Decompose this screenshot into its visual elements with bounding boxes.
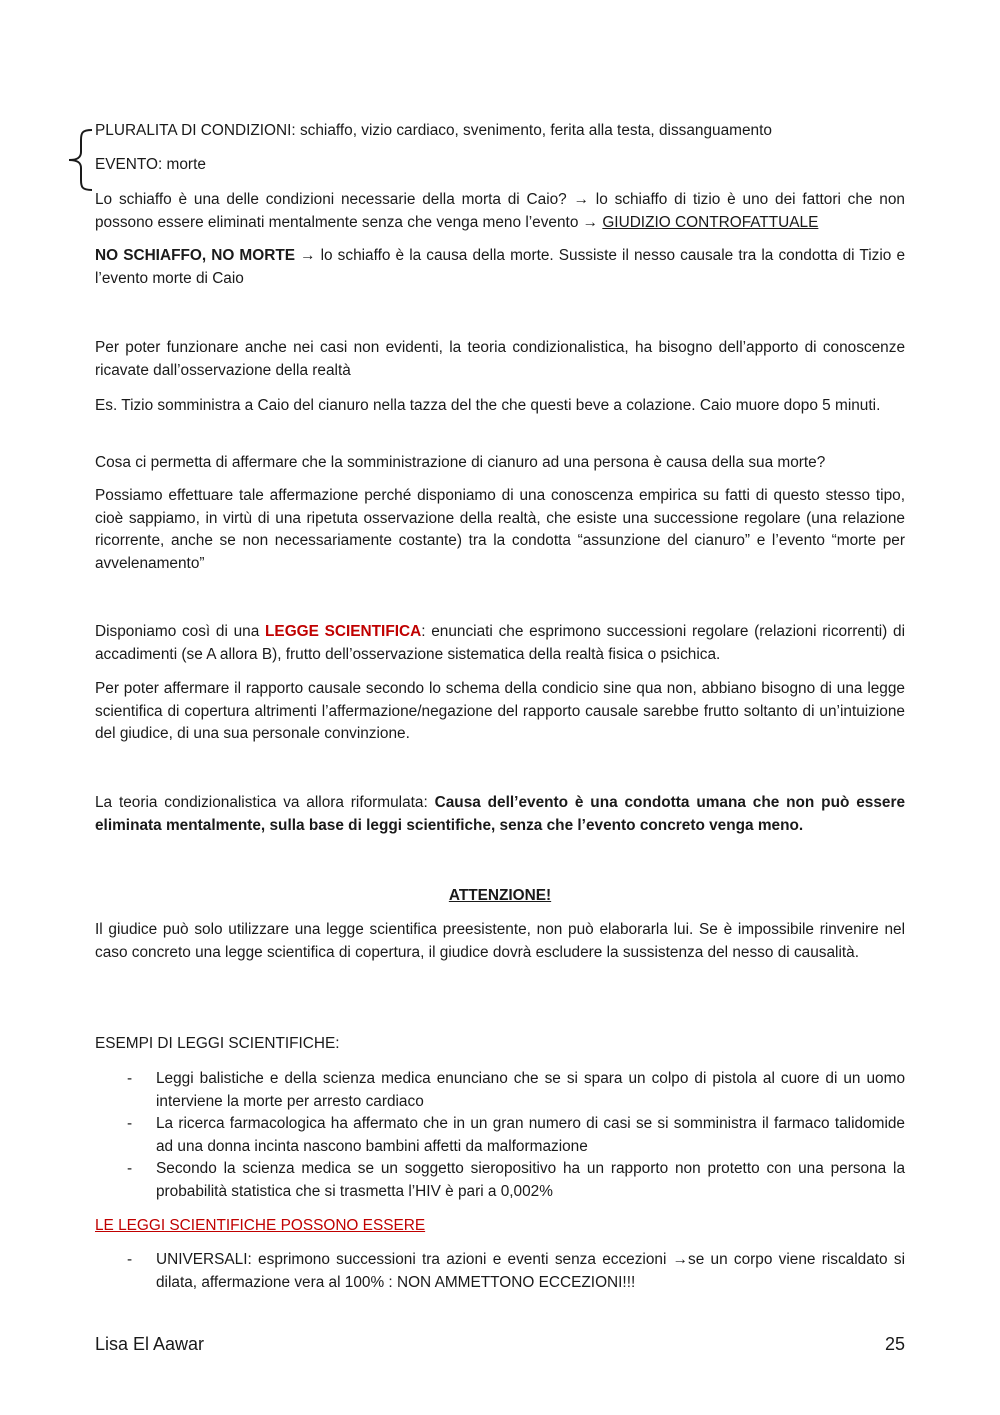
types-heading [95, 1215, 905, 1238]
examples-heading: ESEMPI DI LEGGI SCIENTIFICHE: [95, 1035, 340, 1052]
counterfactual-underlined: GIUDIZIO CONTROFATTUALE [602, 213, 819, 231]
no-slap-text: → lo schiaffo è la causa della morte. Sussiste il nesso causale tra la condotta di Tizio e l’evento morte di Caio [95, 247, 905, 287]
list-item [95, 1068, 905, 1113]
paragraph-theory: Per poter funzionare anche nei casi non evidenti, la teoria condizionalistica, ha bisogno dell’apporto di conoscenze ricavate dall’osservazione della realtà [95, 339, 905, 379]
list-item-text: Leggi balistiche e della scienza medica enunciano che se si spara un colpo di pistola al cuore di un uomo interviene la morte per arresto cardiaco [156, 1070, 905, 1110]
list-dash: - [127, 1160, 133, 1178]
scientific-law-post: : enunciati che esprimono successioni regolare (relazioni ricorrenti) di accadimenti (se A allora B), frutto dell’osservazione sistematica della realtà fisica o psichica. [95, 623, 905, 663]
paragraph-causal-relation: Per poter affermare il rapporto causale secondo lo schema della condicio sine qua non, abbiano bisogno di una legge scientifica di copertura altrimenti l’affermazione/negazione del rapporto causale sarebbe frutto soltanto di un’intuizione del giudice, di una sua personale convinzione. [95, 680, 905, 743]
paragraph-scientific-law [95, 621, 905, 666]
paragraph-example: Es. Tizio somministra a Caio del cianuro nella tazza del the che questi beve a colazione. Caio muore dopo 5 minuti. [95, 397, 881, 414]
examples-list [95, 1068, 905, 1204]
event-line: EVENTO: morte [95, 156, 206, 173]
conditions-line: PLURALITA DI CONDIZIONI: schiaffo, vizio cardiaco, svenimento, ferita alla testa, dissanguamento [95, 122, 772, 139]
curly-brace-icon [60, 128, 94, 192]
scientific-law-term: LEGGE SCIENTIFICA [265, 623, 422, 640]
types-heading-text: LE LEGGI SCIENTIFICHE POSSONO ESSERE [95, 1217, 426, 1234]
list-item [95, 1113, 905, 1158]
counterfactual-text: Lo schiaffo è una delle condizioni necessarie della morta di Caio? → lo schiaffo di tizio è uno dei fattori che non possono essere eliminati mentalmente senza che venga meno l’evento → [95, 191, 905, 231]
list-dash: - [127, 1115, 133, 1133]
attention-text: ATTENZIONE! [448, 887, 552, 904]
paragraph-judge: Il giudice può solo utilizzare una legge scientifica preesistente, non può elaborarla lui. Se è impossibile rinvenire nel caso concreto una legge scientifica di copertura, il giudice dovrà escludere la sussistenza del nesso di causalità. [95, 921, 905, 961]
list-dash: - [127, 1070, 133, 1087]
list-item [95, 1249, 905, 1294]
paragraph-question: Cosa ci permetta di affermare che la somministrazione di cianuro ad una persona è causa della sua morte? [95, 454, 826, 471]
attention-heading [95, 885, 905, 908]
no-slap-bold: NO SCHIAFFO, NO MORTE [95, 247, 295, 264]
reformulation-pre: La teoria condizionalistica va allora riformulata: [95, 794, 435, 811]
list-dash: - [127, 1251, 133, 1268]
paragraph-reformulation [95, 792, 905, 837]
paragraph-no-slap [95, 245, 905, 290]
footer-author: Lisa El Aawar [95, 1334, 205, 1354]
reformulation-bold: Causa dell’evento è una condotta umana che non può essere eliminata mentalmente, sulla base di leggi scientifiche, senza che l’evento concreto venga meno. [95, 794, 906, 834]
page-number: 25 [884, 1334, 905, 1354]
scientific-law-pre: Disponiamo così di una [95, 623, 266, 640]
list-item-text: UNIVERSALI: esprimono successioni tra azioni e eventi senza eccezioni →se un corpo viene riscaldato si dilata, affermazione vera al 100% : NON AMMETTONO ECCEZIONI!!! [156, 1251, 905, 1291]
types-list [95, 1249, 905, 1294]
list-item-text: Secondo la scienza medica se un soggetto sieropositivo ha un rapporto non protetto con una persona la probabilità statistica che si trasmetta l’HIV è pari a 0,002% [156, 1160, 905, 1200]
list-item [95, 1158, 905, 1203]
paragraph-empirical: Possiamo effettuare tale affermazione perché disponiamo di una conoscenza empirica su fatti di questo stesso tipo, cioè sappiamo, in virtù di una ripetuta osservazione della realtà, che esiste una successione regolare (una relazione ricorrente, anche se non necessariamente costante) tra la condotta “assunzione del cianuro” e l’evento “morte per avvelenamento” [95, 487, 905, 572]
paragraph-counterfactual [95, 189, 905, 234]
list-item-text: La ricerca farmacologica ha affermato che in un gran numero di casi se si somministra il farmaco talidomide ad una donna incinta nascono bambini affetti da malformazione [156, 1115, 905, 1155]
